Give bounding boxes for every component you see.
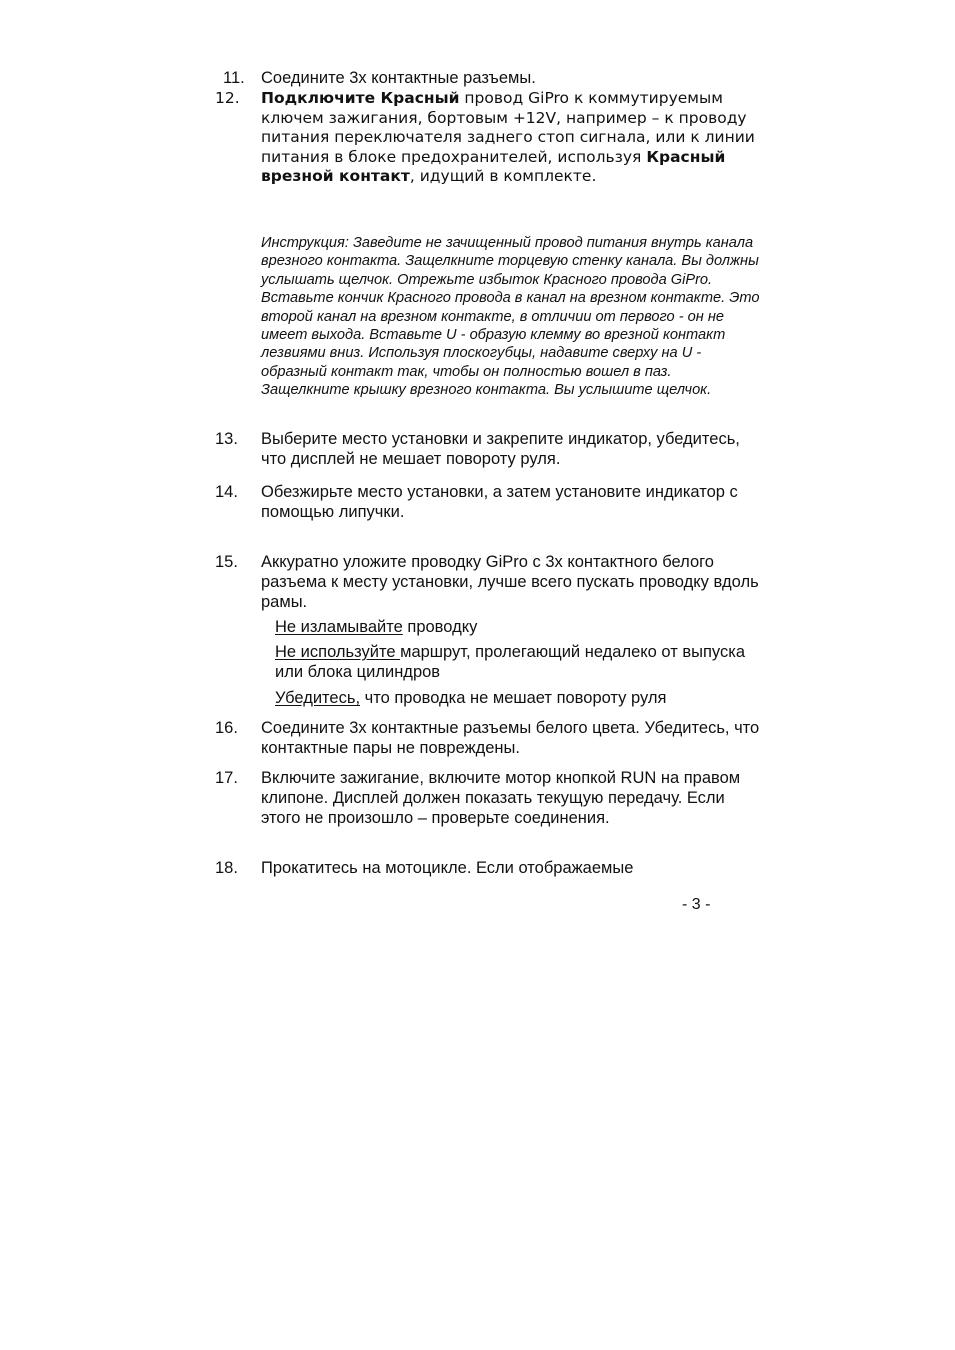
item-number: 11.	[223, 69, 245, 87]
underlined-text: Убедитесь,	[275, 689, 361, 707]
item-number: 18.	[215, 859, 238, 877]
item-number: 14.	[215, 483, 238, 501]
item-number: 12.	[215, 89, 240, 107]
item-text: Обезжирьте место установки, а затем установите индикатор с помощью липучки.	[261, 483, 738, 521]
note-rest: маршрут, пролегающий недалеко от выпуска или блока цилиндров	[275, 643, 745, 681]
note-line	[275, 688, 755, 708]
bold-phrase: Подключите Красный	[261, 89, 460, 107]
item-number: 17.	[215, 769, 238, 787]
note-line	[275, 617, 755, 637]
instruction-note: Инструкция: Заведите не зачищенный провод питания внутрь канала врезного контакта. Защелкните торцевую стенку канала. Вы должны услышать щелчок. Отрежьте избыток Красного провода GiPro. Вставьте кончик Красного провода в канал на врезном контакте. Это второй канал на врезном контакте, в отличии от первого - он не имеет выхода. Вставьте U - образую клемму во врезной контакт лезвиями вниз. Используя плоскогубцы, надавите сверху на U - образный контакт так, чтобы он полностью вошел в паз. Защелкните крышку врезного контакта. Вы услышите щелчок.	[261, 235, 760, 399]
item-text: Включите зажигание, включите мотор кнопкой RUN на правом клипоне. Дисплей должен показать текущую передачу. Если этого не произошло – проверьте соединения.	[261, 769, 741, 827]
item-text	[261, 89, 761, 187]
item-text: Соедините 3х контактные разъемы белого цвета. Убедитесь, что контактные пары не повреждены.	[261, 719, 760, 757]
note-rest: проводку	[402, 618, 478, 636]
item-text: Прокатитесь на мотоцикле. Если отображаемые	[261, 859, 634, 877]
underlined-text: Не изламывайте	[275, 618, 403, 636]
item-number: 15.	[215, 553, 238, 571]
item-text: Аккуратно уложите проводку GiPro с 3х контактного белого разъема к месту установки, лучше всего пускать проводку вдоль рамы.	[261, 553, 759, 611]
item-text: Соедините 3х контактные разъемы.	[261, 69, 536, 87]
item-number: 16.	[215, 719, 238, 737]
item-text: Выберите место установки и закрепите индикатор, убедитесь, что дисплей не мешает повороту руля.	[261, 430, 740, 468]
text-part: , идущий в комплекте.	[409, 167, 597, 185]
bold-phrase: Красный врезной контакт	[261, 147, 726, 185]
note-line	[275, 642, 755, 682]
text-part: провод GiPro к коммутируемым ключем зажигания, бортовым +12V, например – к проводу питания переключателя заднего стоп сигнала, или к линии питания в блоке предохранителей, используя	[261, 89, 755, 166]
page-number: - 3 -	[682, 896, 711, 913]
underlined-text: Не используйте	[275, 643, 401, 661]
note-rest: что проводка не мешает повороту руля	[360, 689, 667, 707]
item-number: 13.	[215, 430, 238, 448]
